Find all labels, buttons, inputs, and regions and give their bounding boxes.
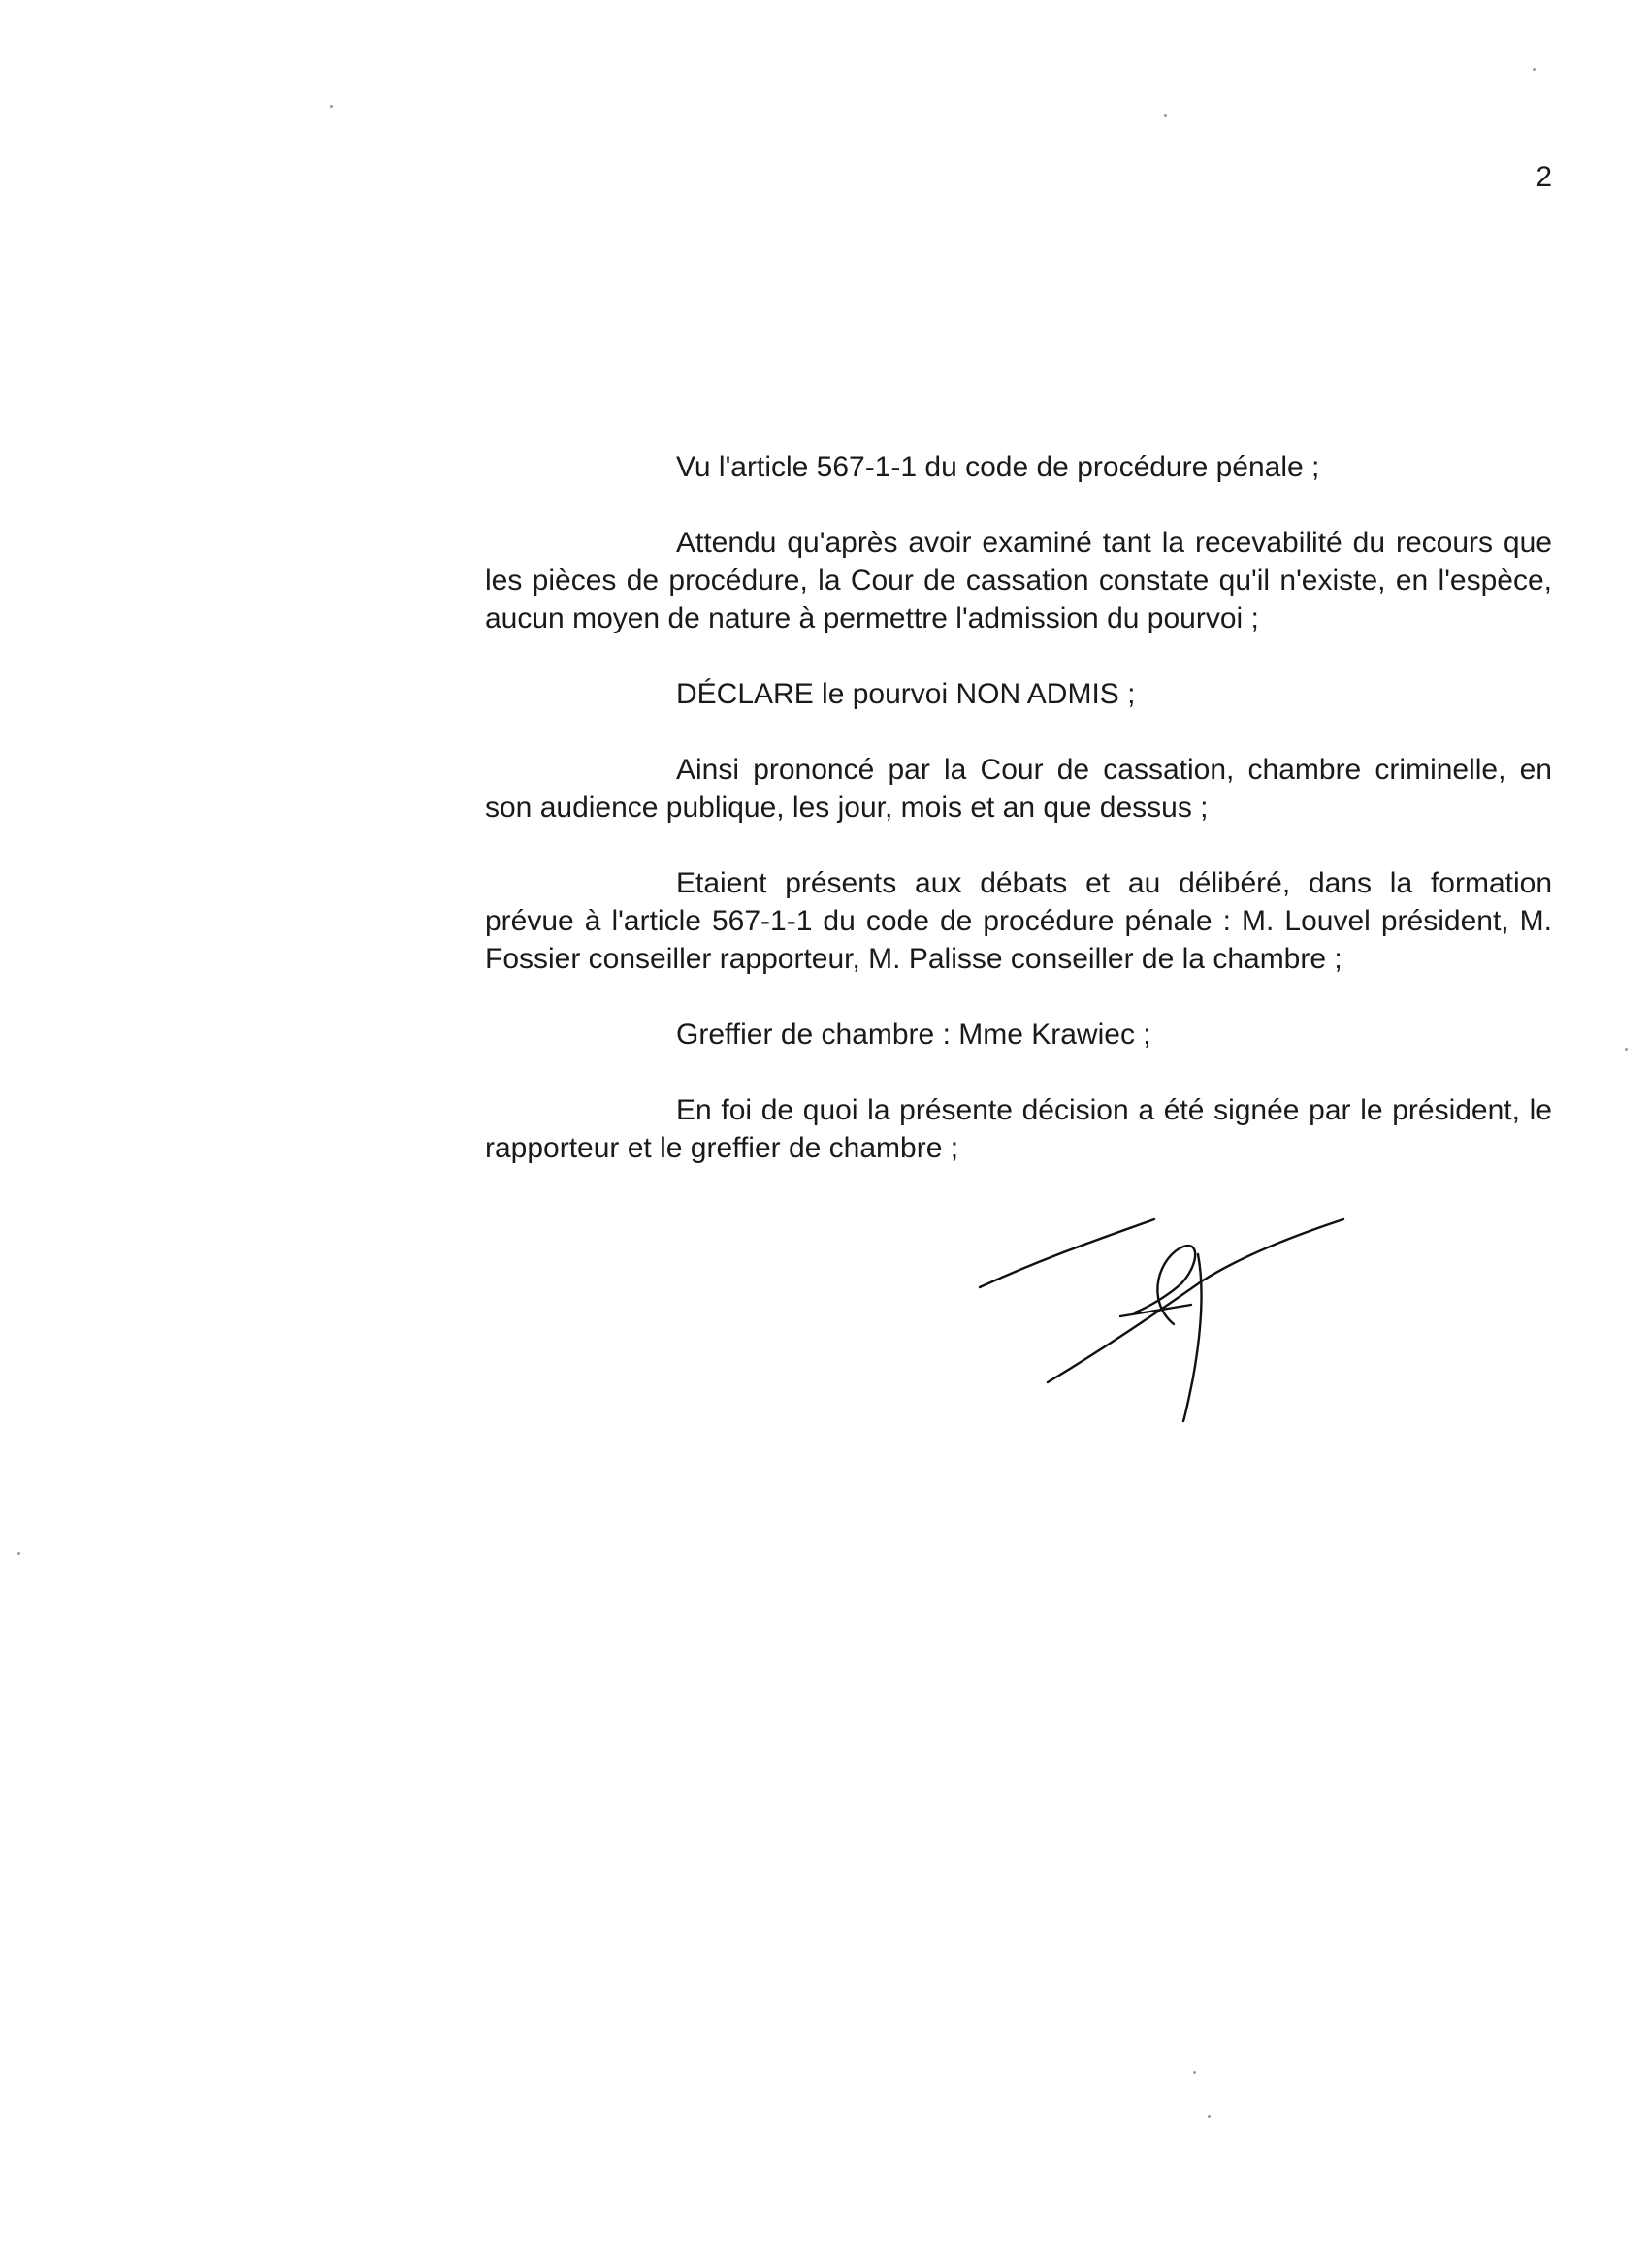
page-number: 2 [1536,161,1552,193]
scan-speck [17,1552,20,1555]
paragraph-examination: Attendu qu'après avoir examiné tant la recevabilité du recours que les pièces de procédure, la Cour de cassation constate qu'il n'existe, en l'espèce, aucun moyen de nature à permettre l'admission du pourvoi ; [485,527,1552,634]
paragraph-pronouncement: Ainsi prononcé par la Cour de cassation, chambre criminelle, en son audience publique, les jour, mois et an que dessus ; [485,754,1552,824]
scan-speck [1533,68,1536,71]
scan-speck [1193,2071,1196,2074]
paragraph-attestation: En foi de quoi la présente décision a été signée par le président, le rapporteur et le greffier de chambre ; [485,1094,1552,1164]
paragraph-ruling: DÉCLARE le pourvoi NON ADMIS ; [676,678,1136,710]
paragraph-legal-basis: Vu l'article 567-1-1 du code de procédure pénale ; [676,451,1320,483]
scan-speck [1208,2115,1211,2118]
scan-speck [1164,114,1167,117]
scan-speck [330,105,333,108]
decision-body [485,448,1552,1167]
scan-speck [1625,1048,1628,1051]
paragraph-composition: Etaient présents aux débats et au délibéré, dans la formation prévue à l'article 567-1-1 du code de procédure pénale : M. Louvel président, M. Fossier conseiller rapporteur, M. Palisse conseiller de la chambre ; [485,867,1552,975]
paragraph-clerk: Greffier de chambre : Mme Krawiec ; [676,1019,1151,1051]
handwritten-signature [951,1198,1377,1431]
